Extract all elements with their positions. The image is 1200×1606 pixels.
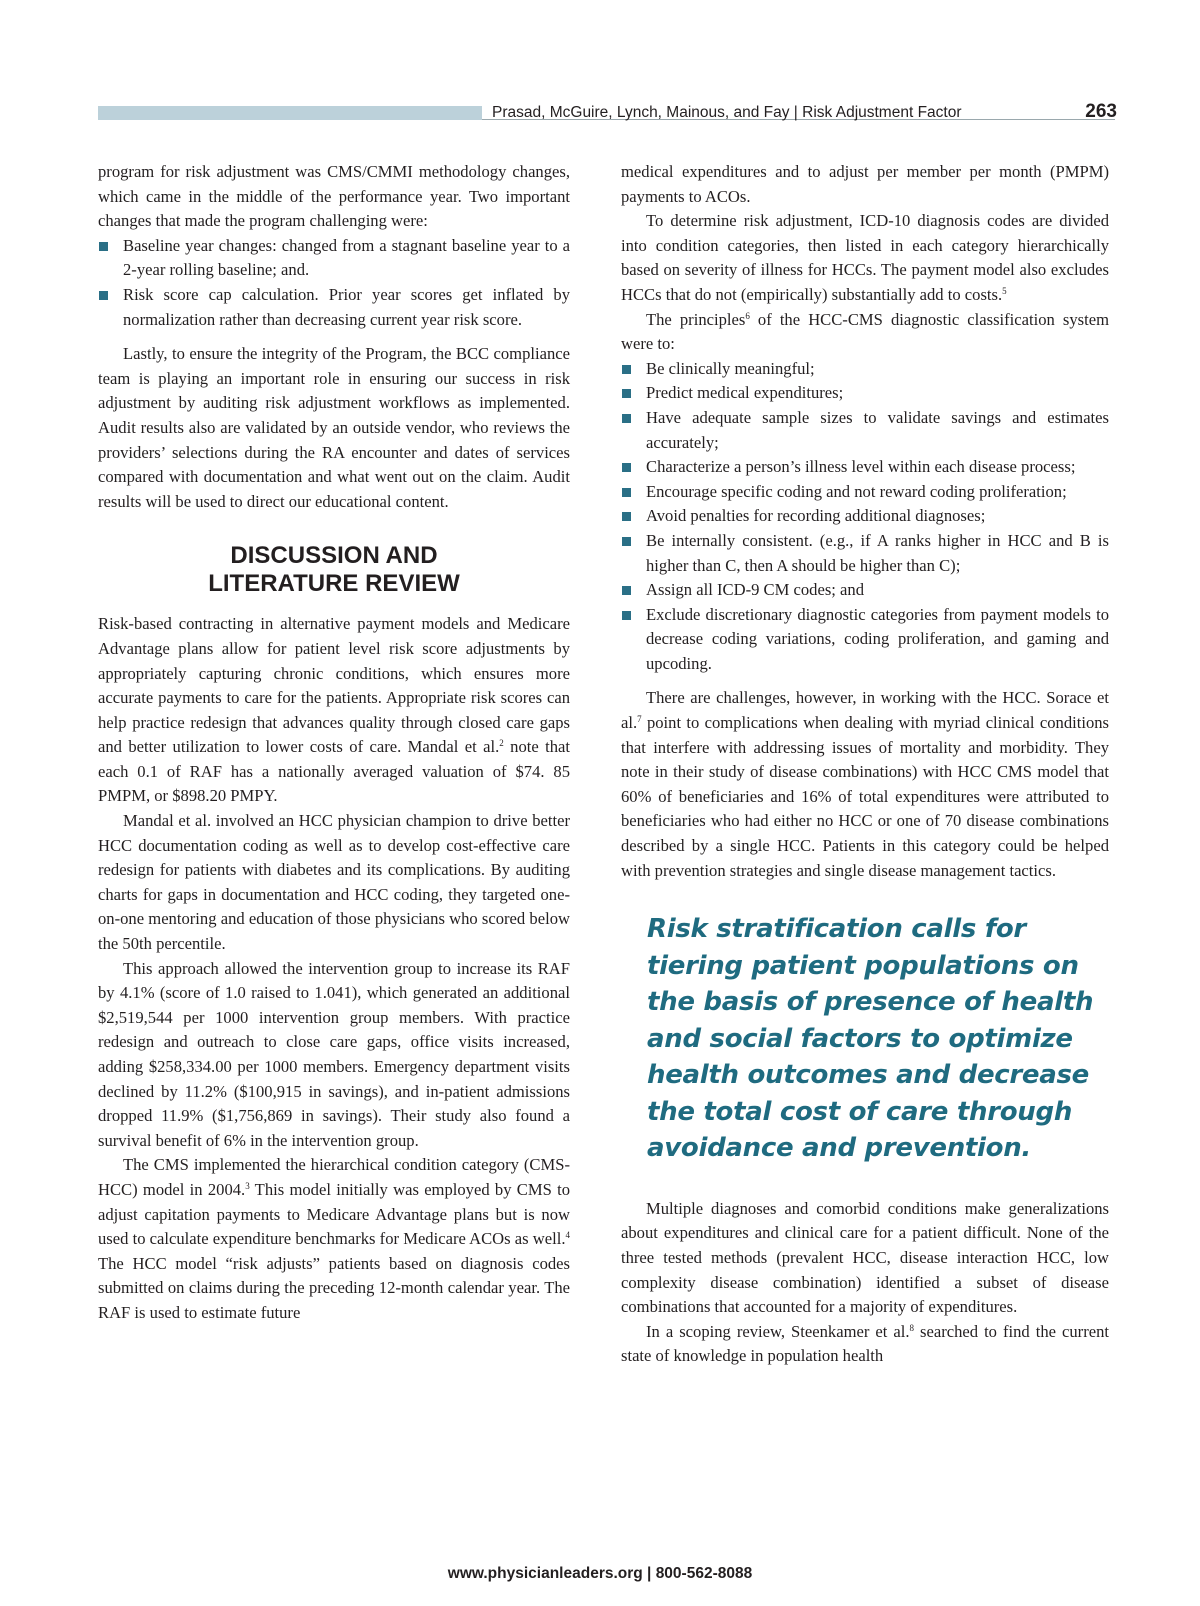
- square-bullet-icon: [622, 463, 631, 472]
- paragraph: The CMS implemented the hierarchical condition category (CMS-HCC) model in 2004.$^3$ This model initially was employed by CMS to adjust capitation payments to Medicare Advantage plans but is now used to calculate expenditure benchmarks for Medicare ACOs as well.$^4$ The HCC model “risk adjusts” patients based on diagnosis codes submitted on claims during the preceding 12-month calendar year. The RAF is used to estimate future: [98, 1155, 571, 1322]
- footer-contact: www.physicianleaders.org | 800-562-8088: [447, 1565, 753, 1582]
- list-item: [621, 357, 1109, 382]
- list-item: [621, 480, 1109, 505]
- list-item-text: Characterize a person’s illness level within each disease process;: [646, 457, 1076, 477]
- paragraph: Risk-based contracting in alternative payment models and Medicare Advantage plans allow for patient level risk score adjustments by appropriately capturing chronic conditions, which ensures more accurate payments to care for the patients. Appropriate risk scores can help practice redesign that advances quality through closed care gaps and better utilization to lower costs of care. Mandal et al.$^2$ note that each 0.1 of RAF has a nationally averaged valuation of $74. 85 PMPM, or $898.20 PMPY.: [98, 614, 570, 806]
- square-bullet-icon: [99, 242, 108, 251]
- square-bullet-icon: [622, 414, 631, 423]
- list-item-text: Exclude discretionary diagnostic categories from payment models to decrease coding variations, coding proliferation, and gaming and upcoding.: [646, 604, 1109, 673]
- pull-quote-line: tiering patient populations on: [647, 950, 1079, 981]
- paragraph: There are challenges, however, in working with the HCC. Sorace et al.$^7$ point to complications when dealing with myriad clinical conditions that interfere with addressing issues of mortality and morbidity. They note in their study of disease combinations) with HCC CMS model that 60% of beneficiaries and 16% of total expenditures were attributed to beneficiaries who had either no HCC or one of 70 disease combinations described by a single HCC. Patients in this category could be helped with prevention strategies and single disease management tactics.: [621, 688, 1109, 880]
- left-column: [98, 160, 570, 1326]
- page-number: 263: [1085, 101, 1117, 122]
- square-bullet-icon: [622, 365, 631, 374]
- paragraph: Mandal et al. involved an HCC physician champion to drive better HCC documentation coding as well as to develop cost-effective care redesign for patients with diabetes and its complications. By auditing charts for gaps in documentation and HCC coding, they targeted one-on-one mentoring and education of those physicians who scored below the 50th percentile.: [98, 811, 570, 954]
- list-item: [621, 406, 1109, 455]
- paragraph: medical expenditures and to adjust per member per month (PMPM) payments to ACOs.: [621, 162, 1109, 206]
- citation-ref: 4: [565, 1230, 570, 1241]
- bullet-list: [98, 234, 570, 332]
- list-item-text: Avoid penalties for recording additional diagnoses;: [646, 506, 986, 526]
- list-item-text: Predict medical expenditures;: [646, 383, 844, 403]
- square-bullet-icon: [622, 488, 631, 497]
- bullet-list: [621, 357, 1109, 677]
- list-item: [98, 234, 570, 283]
- list-item: [621, 455, 1109, 480]
- citation-ref: 6: [745, 310, 750, 321]
- pull-quote-line: the basis of presence of health: [647, 987, 1094, 1018]
- square-bullet-icon: [622, 537, 631, 546]
- citation-ref: 7: [637, 714, 642, 725]
- paragraph: program for risk adjustment was CMS/CMMI methodology changes, which came in the middle of the performance year. Two important changes that made the program challenging were:: [98, 162, 570, 231]
- paragraph: Multiple diagnoses and comorbid conditions make generalizations about expenditures and clinical care for a patient difficult. None of the three tested methods (prevalent HCC, disease interaction HCC, low complexity disease combination) identified a subset of disease combinations that accounted for a majority of expenditures.: [621, 1198, 1109, 1317]
- pull-quote-line: Risk stratification calls for: [647, 914, 1026, 945]
- square-bullet-icon: [622, 389, 631, 398]
- list-item: [621, 578, 1109, 603]
- paragraph: To determine risk adjustment, ICD-10 diagnosis codes are divided into condition categories, then listed in each category hierarchically based on severity of illness for HCCs. The payment model also excludes HCCs that do not (empirically) substantially add to costs.$^5$: [621, 211, 1109, 304]
- pull-quote-line: health outcomes and decrease: [647, 1060, 1090, 1091]
- list-item-text: Be clinically meaningful;: [646, 358, 815, 378]
- list-item: [621, 504, 1109, 529]
- list-item-text: Risk score cap calculation. Prior year scores get inflated by normalization rather than decreasing current year risk score.: [123, 284, 570, 329]
- citation-ref: 3: [245, 1180, 250, 1191]
- citation-ref: 5: [1002, 285, 1007, 296]
- paragraph: The principles$^6$ of the HCC-CMS diagnostic classification system were to:: [621, 309, 1109, 354]
- list-item: [621, 381, 1109, 406]
- square-bullet-icon: [622, 611, 631, 620]
- citation-ref: 2: [499, 738, 504, 749]
- list-item-text: Be internally consistent. (e.g., if A ranks higher in HCC and B is higher than C, then A should be higher than C);: [646, 530, 1109, 575]
- square-bullet-icon: [622, 512, 631, 521]
- list-item: [621, 529, 1109, 578]
- running-head: Prasad, McGuire, Lynch, Mainous, and Fay | Risk Adjustment Factor: [492, 104, 962, 121]
- list-item-text: Encourage specific coding and not reward coding proliferation;: [646, 481, 1067, 501]
- right-column: [621, 160, 1109, 1369]
- square-bullet-icon: [622, 586, 631, 595]
- list-item: [621, 603, 1109, 677]
- pull-quote: [647, 911, 1109, 1167]
- pull-quote-line: and social factors to optimize: [647, 1023, 1073, 1054]
- pull-quote-line: avoidance and prevention.: [647, 1133, 1031, 1164]
- pull-quote-line: the total cost of care through: [647, 1096, 1073, 1127]
- list-item-text: Assign all ICD-9 CM codes; and: [646, 580, 865, 600]
- paragraph: In a scoping review, Steenkamer et al.$^8$ searched to find the current state of knowledge in population health: [621, 1321, 1109, 1366]
- paragraph: Lastly, to ensure the integrity of the Program, the BCC compliance team is playing an important role in ensuring our success in risk adjustment by auditing risk adjustment workflows as implemented. Audit results also are validated by an outside vendor, who reviews the providers’ selections during the RA encounter and dates of services compared with documentation and what went out on the claim. Audit results will be used to direct our educational content.: [98, 344, 570, 511]
- list-item-text: Have adequate sample sizes to validate savings and estimates accurately;: [646, 407, 1109, 452]
- header-color-bar: [98, 106, 482, 120]
- square-bullet-icon: [99, 291, 108, 300]
- section-heading: [98, 542, 570, 598]
- section-heading-line: DISCUSSION AND: [230, 542, 438, 570]
- list-item: [98, 283, 570, 332]
- paragraph: This approach allowed the intervention group to increase its RAF by 4.1% (score of 1.0 raised to 1.041), which generated an additional $2,519,544 per 1000 intervention group members. With practice redesign and outreach to close care gaps, office visits increased, adding $258,334.00 per 1000 members. Emergency department visits declined by 11.2% ($100,915 in savings), and in-patient admissions dropped 11.9% ($1,756,869 in savings). Their study also found a survival benefit of 6% in the intervention group.: [98, 958, 570, 1150]
- section-heading-line: LITERATURE REVIEW: [208, 570, 460, 598]
- citation-ref: 8: [909, 1322, 915, 1333]
- list-item-text: Baseline year changes: changed from a stagnant baseline year to a 2-year rolling baseline; and.: [123, 235, 570, 280]
